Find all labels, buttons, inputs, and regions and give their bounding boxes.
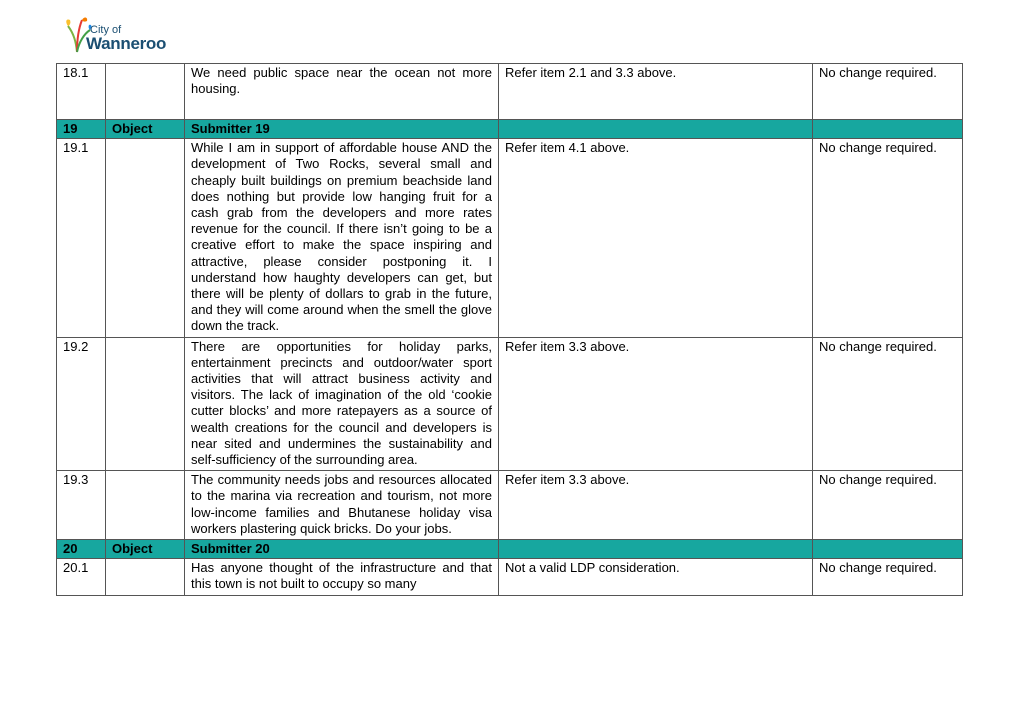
action-cell: No change required.: [813, 559, 963, 595]
submitter-position-cell: Object: [106, 540, 185, 559]
response-cell: Not a valid LDP consideration.: [499, 559, 813, 595]
action-cell: No change required.: [813, 471, 963, 540]
comment-cell: There are opportunities for holiday parks, entertainment precincts and outdoor/water sport activities that will attract business activity and visitors. The lack of imagination of the old ‘cookie cutter blocks’ and more ratepayers as a source of wealth creations for the council and developers is near sited and undermines the sustainability and self-sufficiency of the surrounding area.: [185, 337, 499, 471]
table-row: [57, 471, 963, 540]
position-cell: [106, 139, 185, 337]
table-row: [57, 337, 963, 471]
submitter-response-cell: [499, 540, 813, 559]
item-number-cell: 19.1: [57, 139, 106, 337]
submitter-number-cell: 20: [57, 540, 106, 559]
submitter-number-cell: 19: [57, 120, 106, 139]
position-cell: [106, 337, 185, 471]
submitter-position-cell: Object: [106, 120, 185, 139]
response-cell: Refer item 4.1 above.: [499, 139, 813, 337]
logo-name-text: Wanneroo: [86, 34, 167, 53]
submitter-response-cell: [499, 120, 813, 139]
comment-cell: The community needs jobs and resources allocated to the marina via recreation and tourism, not more low-income families and Bhutanese holiday visa workers plastering quick bricks. Do your jobs.: [185, 471, 499, 540]
table-row: [57, 139, 963, 337]
action-cell: No change required.: [813, 337, 963, 471]
position-cell: [106, 471, 185, 540]
city-of-wanneroo-logo: [62, 14, 182, 56]
response-cell: Refer item 2.1 and 3.3 above.: [499, 64, 813, 120]
submissions-table: [56, 63, 963, 596]
comment-cell: Has anyone thought of the infrastructure and that this town is not built to occupy so many: [185, 559, 499, 595]
submitter-header-row: [57, 120, 963, 139]
action-cell: No change required.: [813, 64, 963, 120]
position-cell: [106, 559, 185, 595]
item-number-cell: 19.3: [57, 471, 106, 540]
action-cell: No change required.: [813, 139, 963, 337]
comment-cell: We need public space near the ocean not more housing.: [185, 64, 499, 120]
comment-cell: While I am in support of affordable house AND the development of Two Rocks, several small and cheaply built buildings on premium beachside land does nothing but provide low hanging fruit for a cash grab from the developers and more rates revenue for the council. If there isn’t going to be a creative effort to make the space inspiring and attractive, please consider postponing it. I understand how haughty developers can get, but there will be plenty of dollars to grab in the future, and they will come around when the smell the glove down the track.: [185, 139, 499, 337]
table-row: [57, 64, 963, 120]
logo-city-text: City of: [90, 24, 122, 36]
position-cell: [106, 64, 185, 120]
item-number-cell: 20.1: [57, 559, 106, 595]
submitter-action-cell: [813, 540, 963, 559]
response-cell: Refer item 3.3 above.: [499, 337, 813, 471]
submitter-action-cell: [813, 120, 963, 139]
table-row: [57, 559, 963, 595]
item-number-cell: 18.1: [57, 64, 106, 120]
submitter-name-cell: Submitter 19: [185, 120, 499, 139]
submitter-header-row: [57, 540, 963, 559]
submitter-name-cell: Submitter 20: [185, 540, 499, 559]
item-number-cell: 19.2: [57, 337, 106, 471]
response-cell: Refer item 3.3 above.: [499, 471, 813, 540]
